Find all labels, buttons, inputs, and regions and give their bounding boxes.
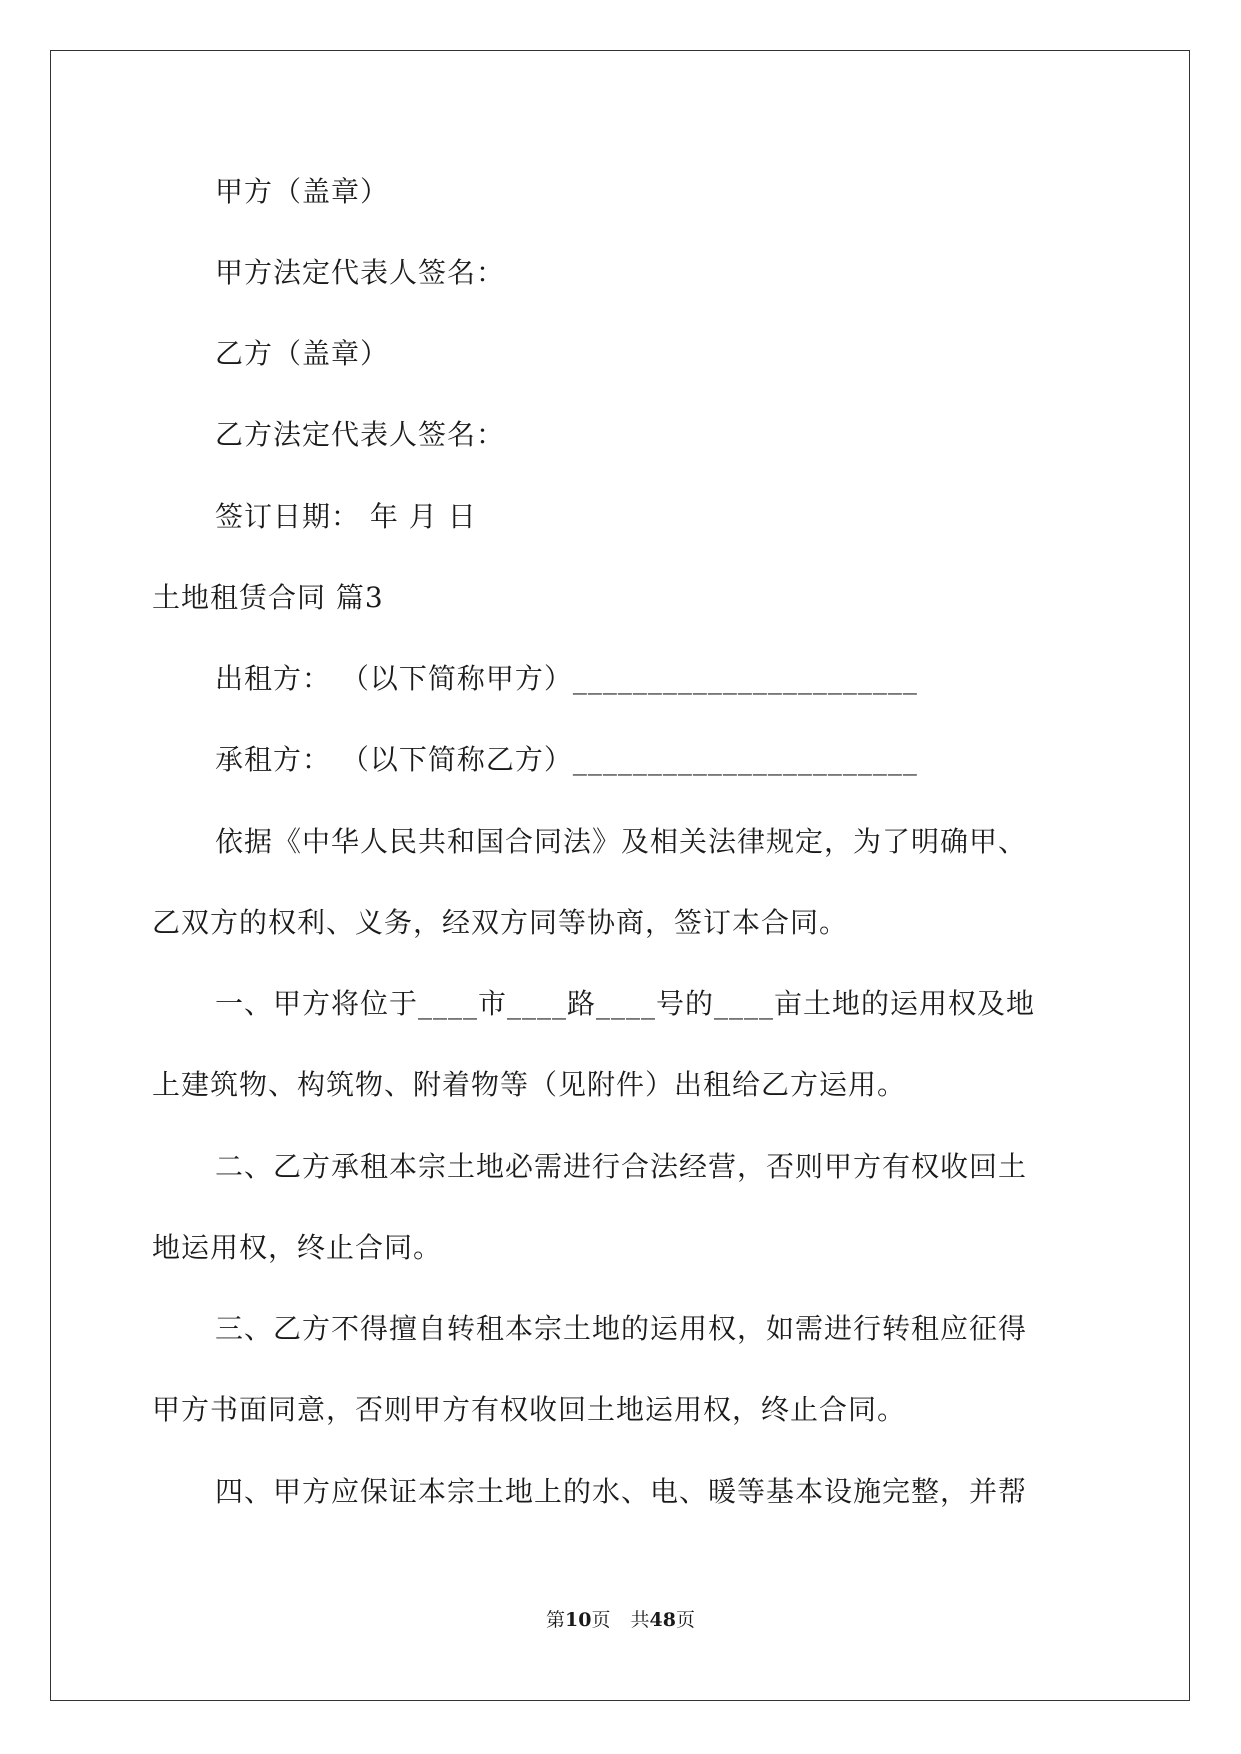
page-prefix: 第 (546, 1609, 566, 1631)
clause-4-line-1: 四、甲方应保证本宗土地上的水、电、暖等基本设施完整，并帮 (215, 1475, 1028, 1508)
lessor-line: 出租方： （以下简称甲方）_______________________ (215, 662, 918, 695)
party-a-representative-signature: 甲方法定代表人签名： (215, 256, 506, 289)
clause-1-line-1: 一、甲方将位于____市____路____号的____亩土地的运用权及地 (215, 987, 1036, 1020)
clause-1-line-2: 上建筑物、构筑物、附着物等（见附件）出租给乙方运用。 (152, 1068, 907, 1101)
page-frame (50, 50, 1190, 1701)
clause-2-line-1: 二、乙方承租本宗土地必需进行合法经营，否则甲方有权收回土 (215, 1150, 1028, 1183)
signing-date: 签订日期： 年 月 日 (215, 500, 477, 533)
page-suffix: 页 (591, 1609, 611, 1631)
total-suffix: 页 (675, 1609, 695, 1631)
clause-2-line-2: 地运用权，终止合同。 (152, 1231, 443, 1264)
party-b-seal: 乙方（盖章） (215, 337, 390, 370)
preamble-line-1: 依据《中华人民共和国合同法》及相关法律规定，为了明确甲、 (215, 825, 1028, 858)
party-b-representative-signature: 乙方法定代表人签名： (215, 418, 506, 451)
page-number: 10 (565, 1609, 592, 1631)
clause-3-line-1: 三、乙方不得擅自转租本宗土地的运用权，如需进行转租应征得 (215, 1312, 1028, 1345)
section-heading: 土地租赁合同 篇3 (152, 581, 384, 614)
total-prefix: 共 (630, 1609, 650, 1631)
preamble-line-2: 乙双方的权利、义务，经双方同等协商，签订本合同。 (152, 906, 849, 939)
page-footer (0, 1608, 1241, 1632)
party-a-seal: 甲方（盖章） (215, 175, 390, 208)
lessee-line: 承租方： （以下简称乙方）_______________________ (215, 743, 918, 776)
clause-3-line-2: 甲方书面同意，否则甲方有权收回土地运用权，终止合同。 (152, 1393, 907, 1426)
total-pages: 48 (649, 1609, 676, 1631)
